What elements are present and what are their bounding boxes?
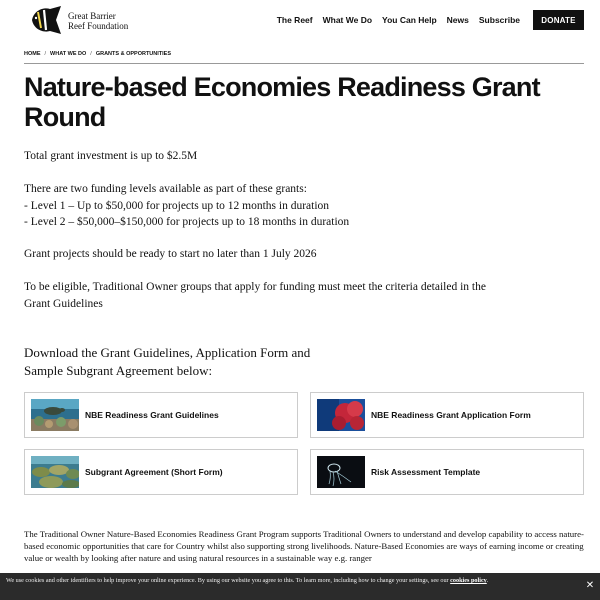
nav-item-news[interactable]: News [446,15,469,25]
nav-item-you-can-help[interactable]: You Can Help [382,15,437,25]
document-label: NBE Readiness Grant Application Form [371,410,531,420]
nav-item-subscribe[interactable]: Subscribe [478,15,520,25]
funding-levels [24,181,349,231]
download-line1: Download the Grant Guidelines, Application Form and [24,345,311,360]
cookie-text [6,577,582,586]
document-label: NBE Readiness Grant Guidelines [85,410,219,420]
document-label: Subgrant Agreement (Short Form) [85,467,223,477]
download-line2: Sample Subgrant Agreement below: [24,363,213,378]
breadcrumb-separator: / [44,51,47,57]
cookies-policy-link[interactable]: cookies policy [450,577,487,584]
document-card-subgrant-agreement[interactable] [24,449,298,495]
reef-turtle-thumbnail-icon [31,399,79,431]
coral-reef-thumbnail-icon [31,456,79,488]
document-label: Risk Assessment Template [371,467,481,477]
close-icon[interactable]: ✕ [585,580,595,591]
breadcrumb-separator: / [90,51,92,57]
logo-text[interactable] [68,11,128,31]
main-nav [277,15,520,25]
document-card-risk-assessment[interactable] [310,449,584,495]
document-card-application-form[interactable] [310,392,584,438]
nav-item-the-reef[interactable]: The Reef [276,15,313,25]
angelfish-logo-icon[interactable] [28,6,62,34]
funding-levels-intro: There are two funding levels available as part of these grants: [24,183,307,195]
page-title: Nature-based Economies Readiness Grant Round [24,72,540,132]
breadcrumb [24,51,171,57]
donate-button[interactable]: DONATE [533,10,584,30]
nav-item-what-we-do[interactable]: What We Do [322,15,373,25]
site-header [0,0,600,40]
breadcrumb-grants[interactable]: GRANTS & OPPORTUNITIES [95,51,171,57]
funding-level-1: - Level 1 – Up to $50,000 for projects up to 12 months in duration [24,199,330,212]
eligibility-text: To be eligible, Traditional Owner groups that apply for funding must meet the criteria detailed in the Grant Guidelines [24,281,486,310]
cookie-message-end: . [486,577,489,584]
cookie-message: We use cookies and other identifiers to help improve your online experience. By using our website you agree to this. To learn more, including how to change your settings, see our [6,577,451,584]
red-coral-thumbnail-icon [317,399,365,431]
document-card-guidelines[interactable] [24,392,298,438]
jellyfish-thumbnail-icon [317,456,365,488]
cookie-banner [0,573,600,600]
logo-line1: Great Barrier [68,11,116,21]
logo-line2: Reef Foundation [68,21,129,31]
download-heading [24,344,344,380]
breadcrumb-divider [24,63,584,64]
breadcrumb-home[interactable]: HOME [24,51,41,57]
grant-investment-text: Total grant investment is up to $2.5M [24,150,198,162]
program-description: The Traditional Owner Nature-Based Economies Readiness Grant Program supports Traditional Owners to understand and develop capability to access nature-based economic opportunities that care for Country whilst also supporting strong livelihoods. Nature-Based Economies are ways of earning income or creating value or wealth by looking after nature and using natural resources in a sustainable way e.g. ranger [24,529,584,563]
start-date-text: Grant projects should be ready to start no later than 1 July 2026 [24,248,317,260]
funding-level-2: - Level 2 – $50,000–$150,000 for projects up to 18 months in duration [24,216,350,228]
breadcrumb-what-we-do[interactable]: WHAT WE DO [50,51,87,57]
